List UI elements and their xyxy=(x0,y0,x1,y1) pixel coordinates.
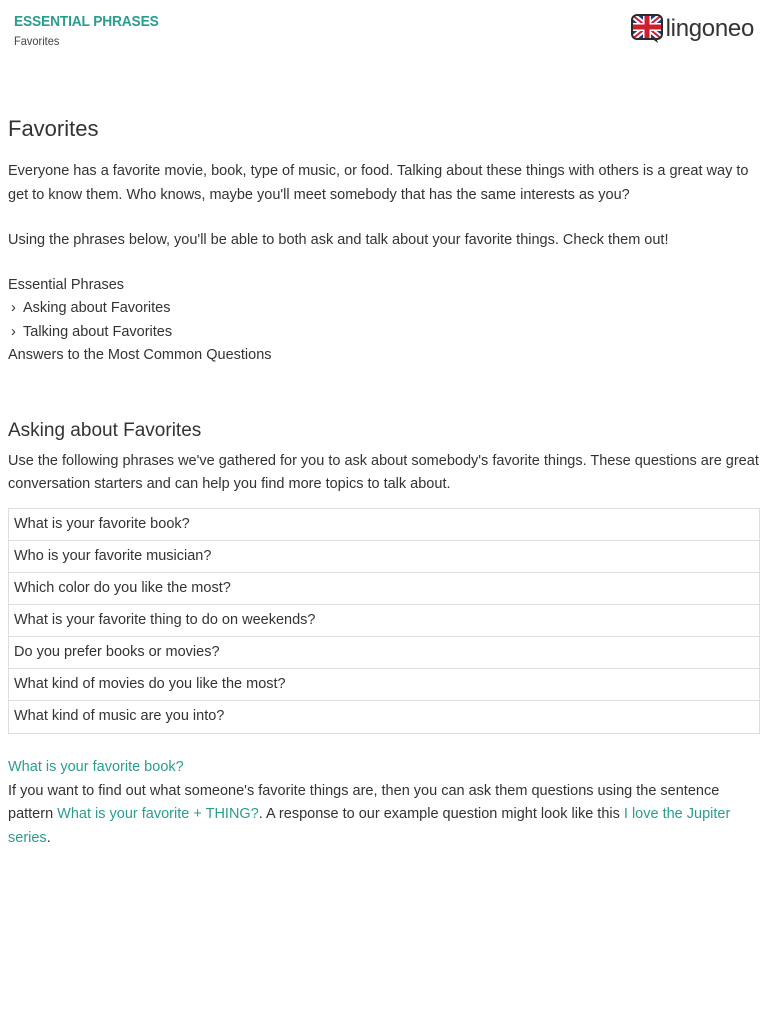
toc-label: Asking about Favorites xyxy=(23,300,171,316)
toc-label: Essential Phrases xyxy=(8,276,125,293)
lingoneo-logo[interactable] xyxy=(631,14,754,44)
toc-label: Answers to the Most Common Questions xyxy=(8,347,272,363)
chevron-right-icon: › xyxy=(11,300,16,316)
example-text: . A response to our example question might look like this xyxy=(258,806,624,822)
section-intro: Use the following phrases we've gathered for you to ask about somebody's favorite things. These questions are great conversation starters and can help you find more topics to talk about. xyxy=(8,452,759,492)
table-row[interactable]: What kind of movies do you like the most? xyxy=(9,669,759,701)
phrases-table xyxy=(8,508,760,734)
example-text: If you want to find out what someone's favorite things are, then you can ask them questions using the sentence pattern xyxy=(8,782,720,822)
toc-label: Talking about Favorites xyxy=(23,323,173,340)
intro-paragraph-1: Everyone has a favorite movie, book, type of music, or food. Talking about these things with others is a great way to get to know them. Who knows, maybe you'll meet somebody that has the same interests as you? xyxy=(8,163,749,203)
table-of-contents xyxy=(8,274,760,368)
intro-paragraph-2: Using the phrases below, you'll be able to both ask and talk about your favorite things. Check them out! xyxy=(8,232,669,248)
category-title: ESSENTIAL PHRASES xyxy=(14,13,159,30)
page-title: Favorites xyxy=(8,116,99,141)
table-row[interactable]: What is your favorite book? xyxy=(9,509,759,541)
example-title: What is your favorite book? xyxy=(8,758,184,775)
table-row[interactable]: What kind of music are you into? xyxy=(14,707,225,724)
main-content xyxy=(8,116,760,850)
example-text: . xyxy=(46,829,51,846)
section-title: Asking about Favorites xyxy=(8,419,202,441)
table-row[interactable]: What is your favorite thing to do on weekends? xyxy=(9,605,759,637)
toc-item-asking-about-favorites[interactable] xyxy=(8,297,760,321)
toc-item-answers[interactable] xyxy=(8,344,760,368)
chevron-right-icon: › xyxy=(11,323,16,340)
toc-item-talking-about-favorites[interactable] xyxy=(8,321,760,345)
table-row[interactable]: Which color do you like the most? xyxy=(9,573,759,605)
category-subtitle: Favorites xyxy=(14,34,60,48)
logo-text: lingoneo xyxy=(665,15,754,42)
example-body xyxy=(8,780,760,851)
uk-flag-speech-bubble-icon xyxy=(631,14,663,44)
table-row[interactable]: Who is your favorite musician? xyxy=(9,541,759,573)
page-header xyxy=(0,0,768,60)
table-row[interactable]: Do you prefer books or movies? xyxy=(9,637,759,669)
example-response: I love the Jupiter series xyxy=(8,806,731,846)
sentence-pattern: What is your favorite + THING? xyxy=(57,806,259,822)
toc-item-essential-phrases[interactable] xyxy=(8,274,760,298)
